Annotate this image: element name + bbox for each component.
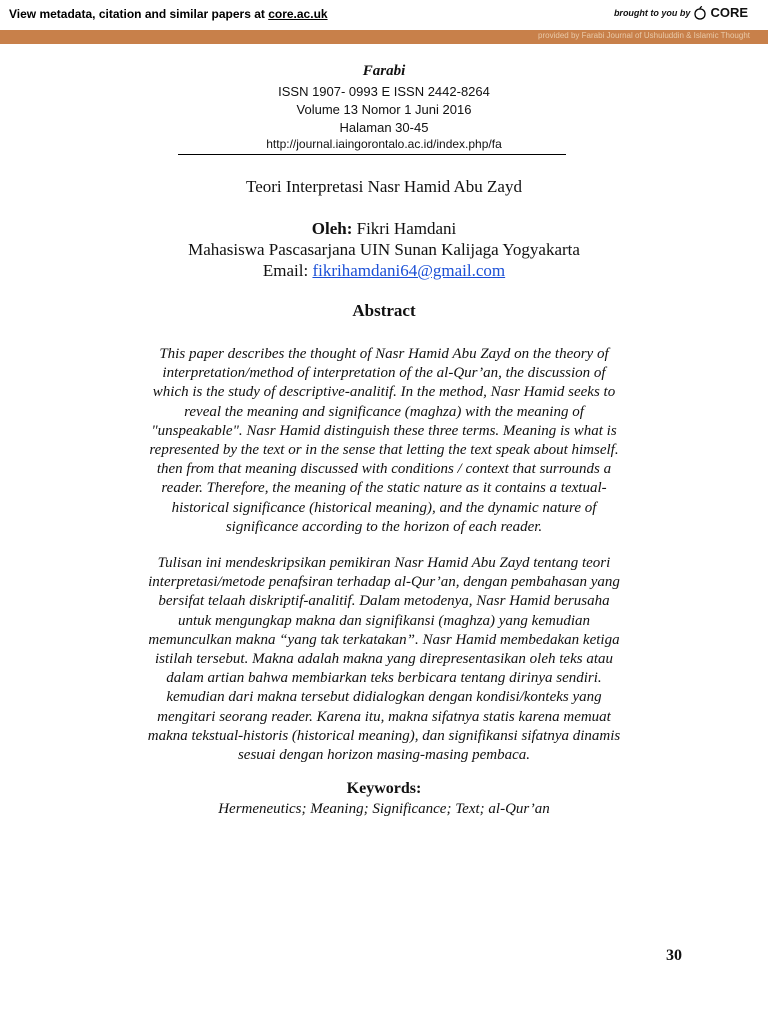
abstrak-line: dalam artian bahwa membiarkan teks berbicara tentang dirinya sendiri. bbox=[166, 670, 602, 687]
abstract-line: reader. Therefore, the meaning of the static nature as it contains a textual- bbox=[161, 480, 607, 497]
abstrak-line: untuk mengungkap makna dan signifikansi (maghza) yang kemudian bbox=[177, 612, 591, 629]
author-name: Fikri Hamdani bbox=[356, 219, 457, 238]
abstract-english bbox=[82, 345, 686, 537]
brought-by-label: brought to you by bbox=[613, 7, 691, 18]
abstract-line: represented by the text or in the sense that letting the text speak about himself. bbox=[149, 442, 619, 459]
abstrak-line: makna tekstual-historis (historical meaning), dan signifikansi sifatnya dinamis bbox=[147, 727, 621, 744]
abstract-line: then from that meaning discussed with conditions / context that surrounds a bbox=[156, 461, 612, 478]
apple-icon bbox=[694, 6, 706, 20]
abstract-line: historical significance (historical meaning), and the dynamic nature of bbox=[171, 499, 597, 516]
abstract-line: "unspeakable". Nasr Hamid distinguish these three terms. Meaning is what is bbox=[151, 422, 617, 439]
core-prefix: View metadata, citation and similar papers at bbox=[9, 7, 269, 21]
abstrak-line: sesuai dengan horizon masing-masing pembaca. bbox=[237, 747, 531, 764]
email-label: Email: bbox=[262, 261, 309, 280]
abstract-line: which is the study of descriptive-analitif. In the method, Nasr Hamid seeks to bbox=[152, 384, 616, 401]
core-banner bbox=[0, 0, 768, 31]
journal-url[interactable]: http://journal.iaingorontalo.ac.id/index.php/fa bbox=[266, 137, 502, 151]
keywords-heading: Keywords: bbox=[346, 780, 422, 797]
journal-name: Farabi bbox=[362, 63, 406, 79]
abstrak-line: bersifat telaah diskriptif-analitif. Dalam metodenya, Nasr Hamid berusaha bbox=[158, 593, 610, 610]
abstrak-line: memunculkan makna “yang tak terkatakan”. Nasr Hamid membedakan ketiga bbox=[148, 631, 620, 648]
abstract-line: interpretation/method of interpretation of the al-Qur’an, the discussion of bbox=[162, 365, 606, 382]
core-metadata-link-line bbox=[9, 7, 328, 21]
journal-issn: ISSN 1907- 0993 E ISSN 2442-8264 bbox=[278, 84, 490, 99]
abstrak-line: kemudian dari makna tersebut didialogkan dengan kondisi/konteks yang bbox=[166, 689, 602, 706]
keywords-text: Hermeneutics; Meaning; Significance; Text; al-Qur’an bbox=[218, 801, 550, 817]
abstract-line: This paper describes the thought of Nasr Hamid Abu Zayd on the theory of bbox=[159, 346, 609, 362]
core-brand[interactable] bbox=[614, 5, 748, 20]
email-link[interactable]: fikrihamdani64@gmail.com bbox=[312, 261, 506, 280]
abstrak-line: Tulisan ini mendeskripsikan pemikiran Nasr Hamid Abu Zayd tentang teori bbox=[157, 555, 611, 571]
affiliation: Mahasiswa Pascasarjana UIN Sunan Kalijaga Yogyakarta bbox=[188, 240, 580, 259]
provided-by-text: provided by Farabi Journal of Ushuluddin & Islamic Thought bbox=[538, 31, 750, 40]
header-rule bbox=[178, 154, 566, 155]
provided-by-bar bbox=[0, 30, 768, 44]
journal-pages: Halaman 30-45 bbox=[339, 120, 429, 135]
abstract-heading: Abstract bbox=[352, 301, 416, 320]
abstract-line: reveal the meaning and significance (maghza) with the meaning of bbox=[184, 403, 584, 420]
author-line bbox=[0, 219, 768, 239]
page-number: 30 bbox=[666, 947, 682, 964]
by-label: Oleh: bbox=[311, 219, 353, 238]
email-line bbox=[0, 261, 768, 281]
abstract-line: significance according to the horizon of each reader. bbox=[225, 518, 543, 535]
article-title: Teori Interpretasi Nasr Hamid Abu Zayd bbox=[246, 177, 522, 196]
journal-volume: Volume 13 Nomor 1 Juni 2016 bbox=[296, 102, 472, 117]
core-logo: CORE bbox=[710, 5, 748, 20]
abstrak-line: interpretasi/metode penafsiran terhadap al-Qur’an, dengan pembahasan yang bbox=[148, 574, 620, 591]
abstrak-line: istilah tersebut. Makna adalah makna yang direpresentasikan oleh teks atau bbox=[155, 651, 613, 668]
core-link[interactable]: core.ac.uk bbox=[268, 7, 328, 21]
abstrak-line: mengitari seorang reader. Karena itu, makna sifatnya statis karena memuat bbox=[157, 708, 611, 725]
abstract-indonesian bbox=[82, 554, 686, 765]
